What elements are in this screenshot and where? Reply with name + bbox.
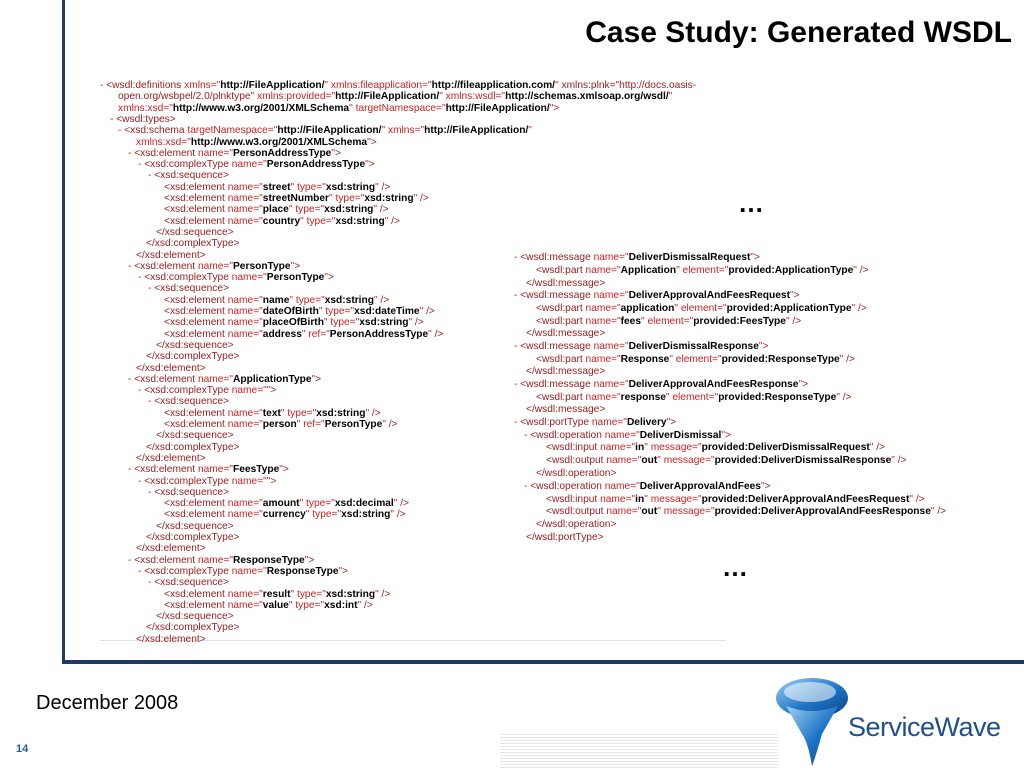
xml-line: - <wsdl:operation name="DeliverDismissal"> [524, 430, 731, 441]
xml-line: <xsd:element name="name" type="xsd:string" /> [164, 294, 390, 306]
xml-line: - <wsdl:types> [110, 113, 176, 125]
xml-line: </xsd:sequence> [156, 339, 234, 351]
ellipsis-bottom: … [722, 552, 750, 582]
xml-line: - <xsd:complexType name="ResponseType"> [138, 565, 349, 577]
xml-line: </xsd:complexType> [146, 441, 240, 453]
xml-line: <wsdl:part name="application" element="provided:ApplicationType" /> [536, 303, 867, 314]
slide-frame-bottom [62, 660, 1024, 664]
xml-line: - <xsd:element name="PersonAddressType"> [128, 147, 341, 159]
xml-line: <wsdl:part name="Application" element="provided:ApplicationType" /> [536, 265, 869, 276]
xml-line: </xsd:element> [136, 249, 206, 261]
xml-line: <xsd:element name="dateOfBirth" type="xsd:dateTime" /> [164, 306, 435, 317]
xml-line: - <wsdl:message name="DeliverDismissalRequest"> [514, 252, 760, 263]
xml-line: <xsd:element name="text" type="xsd:string" /> [164, 407, 381, 419]
xml-line: </xsd:complexType> [146, 532, 240, 543]
xml-line: - <xsd:schema targetNamespace="http://FileApplication/" xmlns="http://FileApplication/" [118, 125, 532, 137]
xml-line: - <xsd:sequence> [148, 577, 229, 589]
ellipsis-top: … [738, 188, 766, 218]
slide-title: Case Study: Generated WSDL [585, 16, 1012, 49]
xml-line: <xsd:element name="amount" type="xsd:decimal" /> [164, 498, 410, 510]
xml-line: <xsd:element name="place" type="xsd:string" /> [164, 204, 389, 216]
xml-line: - <xsd:element name="ResponseType"> [128, 554, 315, 566]
xml-line: - <xsd:sequence> [148, 170, 229, 182]
xml-line: </wsdl:portType> [526, 532, 604, 543]
decorative-stripes [500, 732, 778, 768]
xml-line: <xsd:element name="placeOfBirth" type="xsd:string" /> [164, 317, 424, 329]
xml-line: </xsd:sequence> [156, 430, 234, 442]
xml-line: <xsd:element name="result" type="xsd:string" /> [164, 588, 391, 600]
xml-line: </xsd:element> [136, 452, 206, 464]
xml-line: <wsdl:part name="response" element="provided:ResponseType" /> [536, 392, 852, 403]
xml-line: </xsd:complexType> [146, 351, 240, 363]
xml-line: </xsd:complexType> [146, 622, 240, 634]
xml-line: - <wsdl:portType name="Delivery"> [514, 417, 677, 428]
xml-line: - <wsdl:message name="DeliverApprovalAndFeesResponse"> [514, 379, 809, 390]
xml-line: </wsdl:message> [526, 278, 606, 289]
xml-line: - <xsd:sequence> [148, 486, 229, 498]
xml-line: - <wsdl:operation name="DeliverApprovalAndFees"> [524, 481, 771, 492]
xml-line: </wsdl:message> [526, 366, 606, 377]
page-number: 14 [16, 743, 29, 755]
xml-line: <xsd:element name="streetNumber" type="xsd:string" /> [164, 193, 429, 204]
xml-line: </wsdl:operation> [536, 468, 617, 479]
xml-line: <xsd:element name="currency" type="xsd:string" /> [164, 509, 406, 521]
brand-name: ServiceWave [848, 712, 1001, 742]
xml-line: - <xsd:complexType name="PersonAddressType"> [138, 159, 375, 171]
xml-line: - <xsd:complexType name="PersonType"> [138, 272, 334, 284]
xml-line: <xsd:element name="value" type="xsd:int" /> [164, 599, 373, 611]
xml-line: open.org/wsbpel/2.0/plnktype" xmlns:provided="http://FileApplication/" xmlns:wsdl="http://schemas.xmlsoap.org/wsdl/" [118, 91, 673, 103]
slide-frame-left [62, 0, 65, 664]
xml-line: </xsd:complexType> [146, 238, 240, 250]
xml-line: <xsd:element name="country" type="xsd:string" /> [164, 215, 400, 227]
xml-line: </xsd:element> [136, 362, 206, 374]
xml-line: <xsd:element name="address" ref="PersonAddressType" /> [164, 328, 444, 340]
xml-screenshot-panel [100, 76, 947, 645]
xml-line: <xsd:element name="street" type="xsd:string" /> [164, 181, 391, 193]
xml-line: - <wsdl:message name="DeliverApprovalAndFeesRequest"> [514, 290, 800, 301]
xml-line: <wsdl:input name="in" message="provided:DeliverApprovalAndFeesRequest" /> [546, 494, 925, 505]
xml-line: - <xsd:element name="ApplicationType"> [128, 373, 322, 385]
xml-line: <wsdl:output name="out" message="provided:DeliverDismissalResponse" /> [546, 455, 907, 466]
xml-line: </wsdl:message> [526, 328, 606, 339]
xml-line: </xsd:sequence> [156, 520, 234, 532]
xml-line: <wsdl:part name="fees" element="provided:FeesType" /> [536, 316, 802, 327]
xml-line: <wsdl:input name="in" message="provided:DeliverDismissalRequest" /> [546, 442, 885, 453]
xml-line: - <xsd:element name="FeesType"> [128, 464, 289, 476]
xml-line: </xsd:element> [136, 543, 206, 555]
xml-line: <wsdl:part name="Response" element="provided:ResponseType" /> [536, 354, 855, 365]
xml-line: - <wsdl:definitions xmlns="http://FileApplication/" xmlns:fileapplication="http://fileapplication.com/" xmlns:plnk="http://docs.oasis- [100, 80, 697, 91]
slide-date: December 2008 [36, 692, 179, 714]
xml-line: - <xsd:element name="PersonType"> [128, 260, 301, 272]
xml-line: </xsd:sequence> [156, 226, 234, 238]
xml-line: </wsdl:message> [526, 404, 606, 415]
xml-line: <wsdl:output name="out" message="provided:DeliverApprovalAndFeesResponse" /> [546, 506, 947, 517]
xml-line: - <xsd:complexType name=""> [138, 385, 277, 397]
xml-line: </wsdl:operation> [536, 519, 617, 530]
xml-line: xmlns:xsd="http://www.w3.org/2001/XMLSchema"> [136, 136, 377, 148]
xml-line: - <wsdl:message name="DeliverDismissalResponse"> [514, 341, 769, 352]
xml-line: </xsd:element> [136, 633, 206, 645]
xml-line: xmlns:xsd="http://www.w3.org/2001/XMLSchema" targetNamespace="http://FileApplication/"> [118, 102, 560, 114]
xml-line: - <xsd:complexType name=""> [138, 475, 277, 487]
xml-line: - <xsd:sequence> [148, 396, 229, 408]
xml-line: - <xsd:sequence> [148, 283, 229, 295]
xml-line: <xsd:element name="person" ref="PersonType" /> [164, 419, 398, 430]
xml-line: </xsd:sequence> [156, 611, 234, 623]
